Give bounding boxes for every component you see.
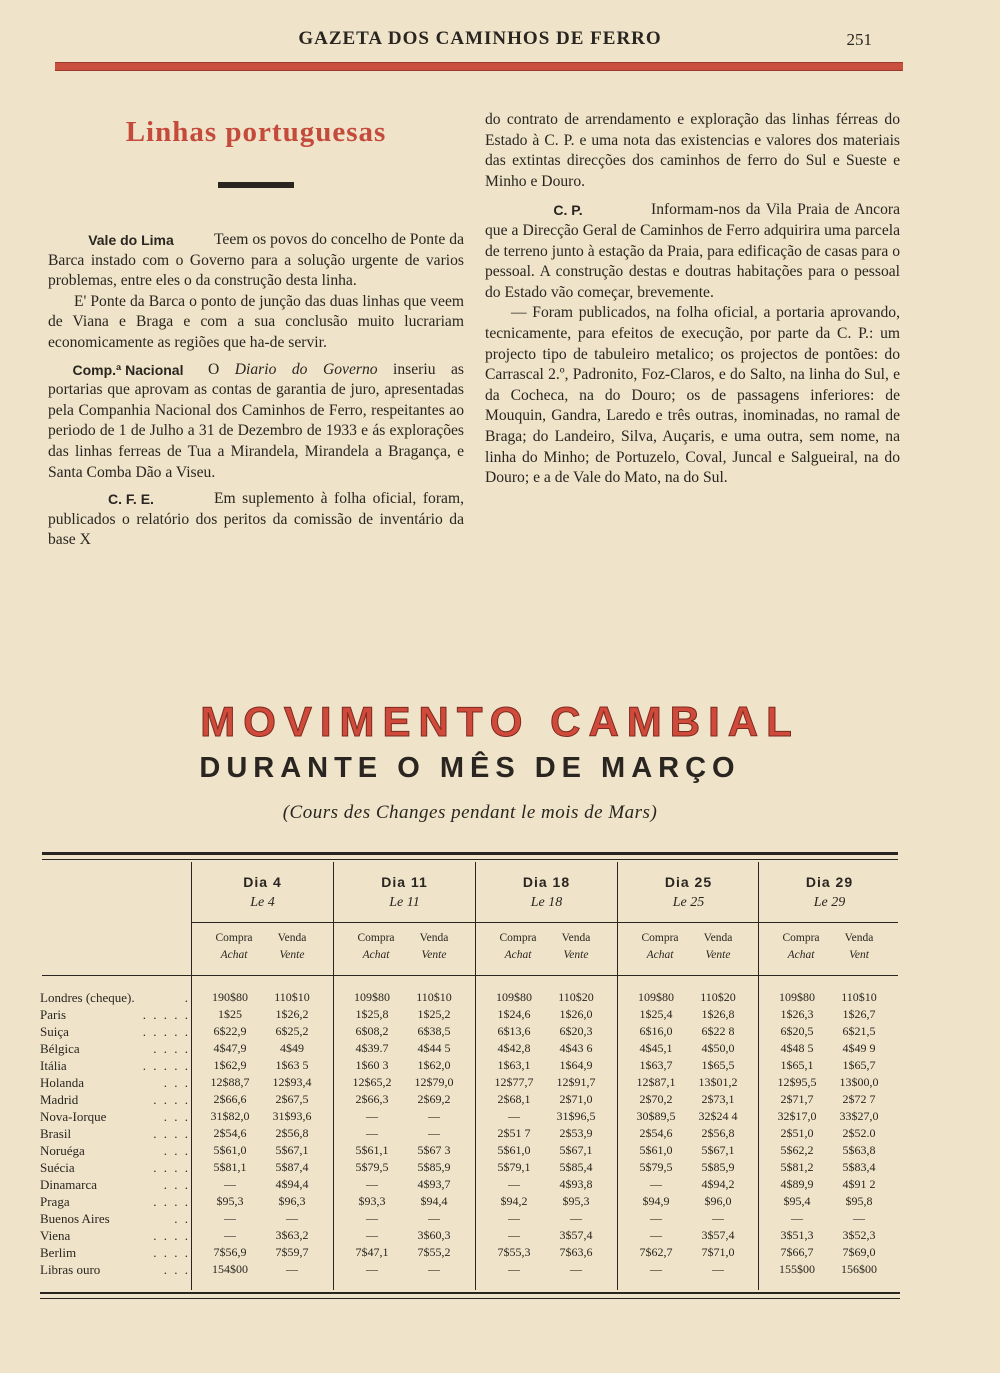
sell-rate: $96,0 (704, 1194, 732, 1208)
currency-label: Suécia (40, 1160, 75, 1175)
sell-rate: 13$01,2 (698, 1075, 738, 1089)
day-label: Dia 29 (805, 874, 854, 890)
currency-label: Holanda (40, 1075, 85, 1090)
section-title: Linhas portuguesas (125, 116, 387, 148)
buy-rate: 12$88,7 (210, 1075, 250, 1089)
buy-rate: 1$25 (218, 1007, 242, 1021)
day-header (759, 874, 900, 911)
buy-rate: 109$80 (638, 990, 674, 1004)
buy-rate: 12$95,5 (777, 1075, 817, 1089)
sell-rate: 5$85,9 (417, 1160, 451, 1174)
currency-label: Praga (40, 1194, 70, 1209)
table-row (40, 1007, 900, 1024)
sell-rate: — (570, 1211, 582, 1225)
buy-rate: 5$61,1 (355, 1143, 389, 1157)
sell-rate: 110$10 (416, 990, 452, 1004)
buy-rate: 30$89,5 (636, 1109, 676, 1123)
buy-rate: 4$39.7 (355, 1041, 389, 1055)
sell-rate: 4$44 5 (417, 1041, 451, 1055)
table-row (40, 1024, 900, 1041)
item-heading: C. P. (553, 202, 583, 219)
sell-rate: 3$57,4 (559, 1228, 593, 1242)
sell-rate: 6$38,5 (417, 1024, 451, 1038)
sell-label-fr: Vente (705, 949, 731, 961)
sell-rate: 7$55,2 (417, 1245, 451, 1259)
buy-label: Compra (782, 932, 820, 944)
sell-label-fr: Vente (563, 949, 589, 961)
sell-rate: 1$26,7 (842, 1007, 876, 1021)
day-label: Dia 11 (381, 874, 428, 890)
sell-rate: 3$57,4 (701, 1228, 735, 1242)
buy-rate: $95,4 (783, 1194, 811, 1208)
buy-rate: 2$66,3 (355, 1092, 389, 1106)
buy-rate: 1$62,9 (213, 1058, 247, 1072)
buy-rate: — (650, 1262, 662, 1276)
buy-rate: — (508, 1177, 520, 1191)
news-item-cfe (48, 489, 464, 551)
buy-rate: — (508, 1262, 520, 1276)
buy-rate: 190$80 (212, 990, 248, 1004)
sell-label-fr: Vent (849, 949, 869, 961)
sell-rate: 31$93,6 (272, 1109, 312, 1123)
news-item-comp-nacional (48, 360, 464, 484)
buy-rate: 2$51,0 (780, 1126, 814, 1140)
header-rule (55, 62, 903, 71)
text-run: O (208, 360, 235, 378)
buy-rate: 32$17,0 (777, 1109, 817, 1123)
sell-rate: 13$00,0 (839, 1075, 879, 1089)
table-row (40, 990, 900, 1007)
buy-rate: — (366, 1177, 378, 1191)
buy-rate: — (791, 1211, 803, 1225)
buy-rate: 2$51 7 (497, 1126, 531, 1140)
buy-rate: $93,3 (358, 1194, 386, 1208)
table-row (40, 1245, 900, 1262)
table-row (40, 1177, 900, 1194)
buy-rate: — (508, 1211, 520, 1225)
buy-rate: 5$81,1 (213, 1160, 247, 1174)
buy-label-fr: Achat (646, 949, 674, 961)
buy-rate: 4$48 5 (780, 1041, 814, 1055)
sell-rate: 110$10 (274, 990, 310, 1004)
day-label: Dia 25 (664, 874, 713, 890)
buy-rate: 5$61,0 (213, 1143, 247, 1157)
currency-label: Bélgica (40, 1041, 80, 1056)
buy-rate: — (650, 1228, 662, 1242)
leader-dots: . . . (163, 1109, 190, 1124)
sell-rate: 3$63,2 (275, 1228, 309, 1242)
buy-rate: $94,2 (500, 1194, 528, 1208)
sell-rate: 6$20,3 (559, 1024, 593, 1038)
sell-rate: 1$65,7 (842, 1058, 876, 1072)
sell-rate: 1$26,8 (701, 1007, 735, 1021)
buy-rate: — (366, 1228, 378, 1242)
sell-rate: — (428, 1211, 440, 1225)
buy-rate: 2$68,1 (497, 1092, 531, 1106)
item-heading: C. F. E. (108, 491, 154, 508)
sell-rate: 5$67,1 (559, 1143, 593, 1157)
buy-rate: 5$79,5 (355, 1160, 389, 1174)
currency-label: Buenos Aires (40, 1211, 110, 1226)
day-header (334, 874, 475, 911)
buy-rate: 6$20,5 (780, 1024, 814, 1038)
buy-rate: — (366, 1211, 378, 1225)
publication-name: Diario do Governo (234, 360, 378, 378)
exchange-caption: (Cours des Changes pendant le mois de Mars) (282, 802, 658, 823)
sell-rate: 6$21,5 (842, 1024, 876, 1038)
sell-rate: 12$91,7 (556, 1075, 596, 1089)
leader-dots: . . (174, 1211, 190, 1226)
sell-rate: 1$25,2 (417, 1007, 451, 1021)
table-top-rule-thin (42, 859, 898, 860)
item-paragraph: Em suplemento à folha oficial, foram, publicados o relatório dos peritos da comissão de inventário da base X (48, 490, 464, 549)
buy-rate: 2$71,7 (780, 1092, 814, 1106)
exchange-subtitle: DURANTE O MÊS DE MARÇO (199, 752, 741, 784)
table-row (40, 1228, 900, 1245)
sell-rate: 1$64,9 (559, 1058, 593, 1072)
buy-rate: — (224, 1177, 236, 1191)
buy-rate: — (366, 1262, 378, 1276)
buy-rate: 4$89,9 (780, 1177, 814, 1191)
table-row (40, 1058, 900, 1075)
buy-rate: 4$45,1 (639, 1041, 673, 1055)
table-row (40, 1262, 900, 1279)
currency-label: Berlim (40, 1245, 77, 1260)
right-column (485, 110, 900, 495)
buy-rate: 12$77,7 (494, 1075, 534, 1089)
buy-rate: 109$80 (779, 990, 815, 1004)
leader-dots: . . . . (153, 1092, 190, 1107)
sell-rate: 2$73,1 (701, 1092, 735, 1106)
buy-rate: 5$62,2 (780, 1143, 814, 1157)
sell-rate: — (853, 1211, 865, 1225)
buy-rate: — (650, 1211, 662, 1225)
buy-rate: 1$63,7 (639, 1058, 673, 1072)
currency-label: Viena (40, 1228, 71, 1243)
table-row (40, 1126, 900, 1143)
item-paragraph: Informam-nos da Vila Praia de Ancora que a Direcção Geral de Caminhos de Ferro adquirira uma parcela de terreno junto à estação da Praia, para edificação de casas para o pessoal. A construção destas e doutras habitações para o pessoal do Estado vão começar, brevemente. (485, 201, 900, 301)
sell-rate: 5$83,4 (842, 1160, 876, 1174)
sell-rate: — (428, 1262, 440, 1276)
sell-rate: 5$67 3 (417, 1143, 451, 1157)
sell-rate: 3$52,3 (842, 1228, 876, 1242)
day-label-fr: Le 29 (813, 895, 846, 910)
currency-label: Londres (cheque). (40, 990, 135, 1005)
left-column (48, 110, 464, 557)
sell-label: Venda (419, 932, 449, 944)
sell-rate: 1$26,2 (275, 1007, 309, 1021)
buy-rate: 1$24,6 (497, 1007, 531, 1021)
currency-label: Noruéga (40, 1143, 85, 1158)
sell-rate: 4$50,0 (701, 1041, 735, 1055)
leader-dots: . (184, 990, 190, 1005)
sell-rate: 5$85,4 (559, 1160, 593, 1174)
day-label-fr: Le 25 (672, 895, 705, 910)
sell-label: Venda (561, 932, 591, 944)
sell-rate: 1$62,0 (417, 1058, 451, 1072)
sell-rate: 1$26,0 (559, 1007, 593, 1021)
text-run: inseriu as portarias que aprovam as contas de garantia de juro, apresentadas pela Companhia Nacional dos Caminhos de Ferro, respeitantes ao periodo de 1 de Julho a 31 de Dezembro de 1933 e ás explorações das linhas ferreas de Tua a Mirandela, Mirandela a Bragança, e Santa Comba Dão a Viseu. (48, 360, 464, 481)
sell-rate: $95,8 (845, 1194, 873, 1208)
sell-rate: 2$72 7 (842, 1092, 876, 1106)
day-label-fr: Le 11 (389, 895, 420, 910)
leader-dots: . . . . (153, 1194, 190, 1209)
sell-rate: — (286, 1262, 298, 1276)
buy-rate: 4$47,9 (213, 1041, 247, 1055)
leader-dots: . . . . . (142, 1007, 190, 1022)
currency-label: Madrid (40, 1092, 79, 1107)
buy-rate: — (508, 1228, 520, 1242)
item-paragraph-continued: do contrato de arrendamento e exploração das linhas férreas do Estado à C. P. e uma nota das existencias e valores dos materiais das extintas direcções dos caminhos de ferro do Sul e Sueste e Minho e Douro. (485, 111, 900, 190)
buy-rate: 1$26,3 (780, 1007, 814, 1021)
buy-rate: 109$80 (496, 990, 532, 1004)
sell-rate: 3$60,3 (417, 1228, 451, 1242)
sell-rate: 5$63,8 (842, 1143, 876, 1157)
buy-rate: 7$56,9 (213, 1245, 247, 1259)
day-label: Dia 18 (522, 874, 571, 890)
subheader-rule (192, 922, 898, 923)
sell-rate: 5$85,9 (701, 1160, 735, 1174)
buy-rate: 155$00 (779, 1262, 815, 1276)
sell-rate: 7$63,6 (559, 1245, 593, 1259)
sell-rate: 110$20 (700, 990, 736, 1004)
leader-dots: . . . . (153, 1228, 190, 1243)
sell-rate: 5$67,1 (701, 1143, 735, 1157)
sell-rate: 4$49 (280, 1041, 304, 1055)
sell-rate: 2$67,5 (275, 1092, 309, 1106)
sell-rate: 110$10 (841, 990, 877, 1004)
leader-dots: . . . (163, 1143, 190, 1158)
leader-dots: . . . . . (142, 1058, 190, 1073)
day-header (618, 874, 759, 911)
running-title: GAZETA DOS CAMINHOS DE FERRO (298, 28, 662, 49)
buy-rate: $94,9 (642, 1194, 670, 1208)
item-paragraph: — Foram publicados, na folha oficial, a portaria aprovando, tecnicamente, para efeitos de execução, por parte da C. P.: um projecto tipo de tabuleiro metalico; os projectos de pontões: do Carrascal 2.º, Padronito, Foz-Claros, e do Salto, na linha do Sul, e da Cocheca, na do Douro; os de passagens inferiores: de Mouquin, Gandra, Laredo e três outras, inominadas, no ramal de Braga; do Landeiro, Silva, Auçaris, e uma outra, sem nome, na linha do Minho; de Portuzelo, Coval, Juncal e Salgueiral, na do Douro; e a de Vale do Mato, na do Sul. (485, 304, 900, 487)
buy-rate: 3$51,3 (780, 1228, 814, 1242)
buy-label-fr: Achat (504, 949, 532, 961)
news-item-cp (485, 200, 900, 488)
buy-rate: 7$66,7 (780, 1245, 814, 1259)
item-heading: Comp.ª Nacional (72, 361, 184, 378)
currency-label: Suiça (40, 1024, 69, 1039)
table-top-rule (42, 852, 898, 855)
sell-rate: 2$71,0 (559, 1092, 593, 1106)
sell-label-fr: Vente (421, 949, 447, 961)
sell-rate: 156$00 (841, 1262, 877, 1276)
sell-rate: $95,3 (562, 1194, 590, 1208)
buy-rate: 1$63,1 (497, 1058, 531, 1072)
sell-rate: 6$25,2 (275, 1024, 309, 1038)
buy-rate: 12$87,1 (636, 1075, 676, 1089)
buy-rate: 5$81,2 (780, 1160, 814, 1174)
sell-rate: 12$79,0 (414, 1075, 454, 1089)
currency-label: Brasil (40, 1126, 72, 1141)
buy-rate: 5$79,5 (639, 1160, 673, 1174)
day-label-fr: Le 4 (250, 895, 275, 910)
currency-label: Nova-Iorque (40, 1109, 107, 1124)
buy-rate: 7$55,3 (497, 1245, 531, 1259)
table-row (40, 1075, 900, 1092)
leader-dots: . . . . (153, 1245, 190, 1260)
sell-rate: 33$27,0 (839, 1109, 879, 1123)
sell-rate: 31$96,5 (556, 1109, 596, 1123)
buy-rate: 6$22,9 (213, 1024, 247, 1038)
buy-rate: 2$70,2 (639, 1092, 673, 1106)
sell-rate: — (428, 1126, 440, 1140)
sell-rate: 2$56,8 (275, 1126, 309, 1140)
sell-rate: $96,3 (278, 1194, 306, 1208)
sell-label-fr: Vente (279, 949, 305, 961)
news-item-vale-do-lima (48, 230, 464, 354)
table-row (40, 1092, 900, 1109)
leader-dots: . . . . (153, 1126, 190, 1141)
buy-rate: 6$08,2 (355, 1024, 389, 1038)
table-row (40, 1194, 900, 1211)
day-header (192, 874, 333, 911)
table-bottom-rule-thin (40, 1298, 900, 1299)
buy-rate: 2$54,6 (213, 1126, 247, 1140)
sell-rate: 2$56,8 (701, 1126, 735, 1140)
page-number: 251 (846, 30, 872, 49)
leader-dots: . . . . . (142, 1024, 190, 1039)
buy-rate: 5$61,0 (639, 1143, 673, 1157)
item-paragraph: E' Ponte da Barca o ponto de junção das duas linhas que veem de Viana e Braga e com a sua conclusão muito lucrariam economicamente as regiões que ha-de servir. (48, 292, 464, 351)
sell-rate: — (286, 1211, 298, 1225)
buy-label: Compra (641, 932, 679, 944)
buy-rate: 6$16,0 (639, 1024, 673, 1038)
sell-rate: 4$94,4 (275, 1177, 309, 1191)
sell-rate: 110$20 (558, 990, 594, 1004)
buy-rate: 2$54,6 (639, 1126, 673, 1140)
leader-dots: . . . (163, 1262, 190, 1277)
body-rule (42, 975, 898, 976)
sell-rate: 5$87,4 (275, 1160, 309, 1174)
buy-label: Compra (499, 932, 537, 944)
buy-rate: $95,3 (216, 1194, 244, 1208)
sell-rate: — (712, 1211, 724, 1225)
table-row (40, 1109, 900, 1126)
buy-rate: 109$80 (354, 990, 390, 1004)
sell-rate: 4$93,7 (417, 1177, 451, 1191)
currency-label: Libras ouro (40, 1262, 101, 1277)
leader-dots: . . . (163, 1177, 190, 1192)
leader-dots: . . . (163, 1075, 190, 1090)
exchange-title: MOVIMENTO CAMBIAL (200, 698, 800, 745)
buy-rate: — (650, 1177, 662, 1191)
buy-rate: 7$47,1 (355, 1245, 389, 1259)
buy-rate: — (508, 1109, 520, 1123)
day-label: Dia 4 (243, 874, 282, 890)
leader-dots: . . . . (153, 1041, 190, 1056)
sell-rate: 32$24 4 (698, 1109, 738, 1123)
sell-rate: 4$49 9 (842, 1041, 876, 1055)
running-head (0, 28, 1000, 52)
currency-label: Paris (40, 1007, 66, 1022)
sell-rate: 1$63 5 (275, 1058, 309, 1072)
item-heading: Vale do Lima (88, 232, 174, 248)
buy-label-fr: Achat (362, 949, 390, 961)
sell-rate: 4$94,2 (701, 1177, 735, 1191)
currency-label: Dinamarca (40, 1177, 98, 1192)
sell-rate: 7$69,0 (842, 1245, 876, 1259)
buy-rate: 4$42,8 (497, 1041, 531, 1055)
title-rule (218, 182, 294, 188)
buy-rate: 1$65,1 (780, 1058, 814, 1072)
buy-label-fr: Achat (787, 949, 815, 961)
buy-rate: 7$62,7 (639, 1245, 673, 1259)
sell-rate: 4$91 2 (842, 1177, 876, 1191)
buy-rate: 12$65,2 (352, 1075, 392, 1089)
item-paragraph: Teem os povos do concelho de Ponte da Barca instado com o Governo para a solução urgente de varios problemas, entre eles o da construção desta linha. (48, 231, 464, 290)
buy-rate: 1$25,4 (639, 1007, 673, 1021)
buy-rate: 5$79,1 (497, 1160, 531, 1174)
buy-rate: — (366, 1126, 378, 1140)
buy-rate: 1$25,8 (355, 1007, 389, 1021)
buy-rate: 31$82,0 (210, 1109, 250, 1123)
sell-rate: 7$59,7 (275, 1245, 309, 1259)
table-row (40, 1160, 900, 1177)
buy-rate: 154$00 (212, 1262, 248, 1276)
sell-rate: — (428, 1109, 440, 1123)
buy-label: Compra (357, 932, 395, 944)
sell-rate: 7$71,0 (701, 1245, 735, 1259)
sell-rate: 2$53,9 (559, 1126, 593, 1140)
buy-rate: 2$66,6 (213, 1092, 247, 1106)
table-row (40, 1041, 900, 1058)
currency-label: Itália (40, 1058, 67, 1073)
table-bottom-rule (40, 1292, 900, 1294)
sell-rate: — (570, 1262, 582, 1276)
sell-rate: 1$65,5 (701, 1058, 735, 1072)
sell-rate: 6$22 8 (701, 1024, 735, 1038)
sell-rate: 2$69,2 (417, 1092, 451, 1106)
sell-label: Venda (277, 932, 307, 944)
sell-rate: 4$93,8 (559, 1177, 593, 1191)
sell-rate: 5$67,1 (275, 1143, 309, 1157)
leader-dots: . . . . (153, 1160, 190, 1175)
buy-rate: 1$60 3 (355, 1058, 389, 1072)
day-header (476, 874, 617, 911)
table-row (40, 1143, 900, 1160)
day-label-fr: Le 18 (530, 895, 563, 910)
buy-label-fr: Achat (220, 949, 248, 961)
sell-rate: 2$52.0 (842, 1126, 876, 1140)
sell-rate: — (712, 1262, 724, 1276)
table-row (40, 1211, 900, 1228)
sell-label: Venda (703, 932, 733, 944)
buy-rate: — (224, 1211, 236, 1225)
sell-rate: 4$43 6 (559, 1041, 593, 1055)
buy-label: Compra (215, 932, 253, 944)
buy-rate: 6$13,6 (497, 1024, 531, 1038)
sell-rate: $94,4 (420, 1194, 448, 1208)
sell-label: Venda (844, 932, 874, 944)
sell-rate: 12$93,4 (272, 1075, 312, 1089)
buy-rate: — (366, 1109, 378, 1123)
buy-rate: — (224, 1228, 236, 1242)
buy-rate: 5$61,0 (497, 1143, 531, 1157)
